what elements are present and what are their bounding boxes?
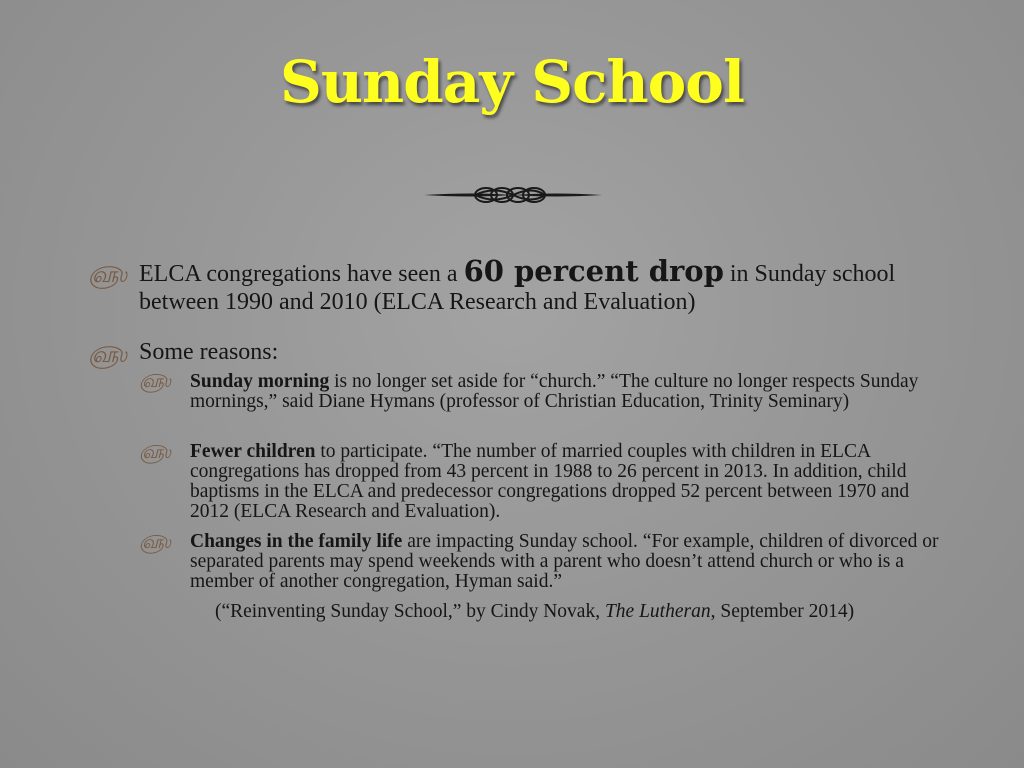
citation-publication: The Lutheran	[604, 601, 711, 622]
bullet-icon: ௵	[139, 371, 171, 391]
reason-text: are impacting Sunday school. “For example, children of divorced or separated parents may spend weekends with a parent who doesn’t attend church or who is a member of another congregation, Hyman said.”	[190, 531, 939, 592]
reason-sunday-morning	[190, 372, 950, 412]
reason-lead: Sunday morning	[190, 371, 330, 392]
bullet-icon: ௵	[139, 442, 171, 462]
citation-suffix: , September 2014)	[710, 601, 855, 622]
ornament-divider	[422, 178, 604, 212]
reason-lead: Changes in the family life	[190, 531, 403, 552]
slide-title: Sunday School	[279, 48, 745, 116]
reason-family-life	[190, 532, 950, 592]
reason-text: to participate. “The number of married couples with children in ELCA congregations has dropped from 43 percent in 1988 to 26 percent in 2013. In addition, child baptisms in the ELCA and predecessor congregations dropped 52 percent between 1970 and 2012 (ELCA Research and Evaluation).	[190, 441, 910, 522]
bullet-icon: ௵	[139, 532, 171, 552]
reason-text: is no longer set aside for “church.” “The culture no longer respects Sunday mornings,” said Diane Hymans (professor of Christian Education, Trinity Seminary)	[190, 371, 919, 412]
citation-prefix: (“Reinventing Sunday School,” by Cindy Novak,	[215, 601, 605, 622]
bullet-text-prefix: ELCA congregations have seen a	[139, 261, 464, 287]
bullet-enrollment-drop	[139, 254, 969, 316]
reason-lead: Fewer children	[190, 441, 316, 462]
citation	[215, 601, 854, 623]
bullet-some-reasons: Some reasons:	[139, 339, 279, 365]
highlight-60-percent-drop: 60 percent drop	[463, 254, 724, 288]
bullet-icon: ௵	[88, 262, 127, 287]
bullet-text-suffix: in Sunday school between 1990 and 2010 (ELCA Research and Evaluation)	[139, 261, 896, 315]
reason-fewer-children	[190, 442, 950, 522]
bullet-icon: ௵	[88, 342, 127, 367]
